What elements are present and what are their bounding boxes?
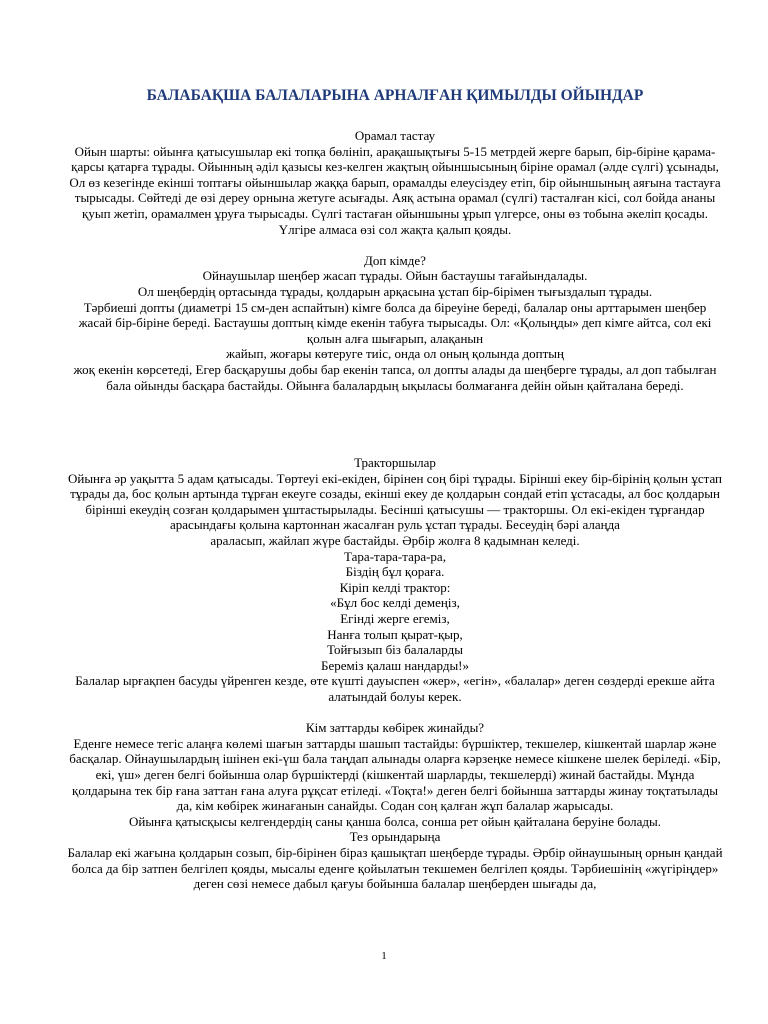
document-title: БАЛАБАҚША БАЛАЛАРЫНА АРНАЛҒАН ҚИМЫЛДЫ ОЙЫНДАР xyxy=(146,87,644,104)
section-body-tez: Балалар екі жағына қолдарын созып, бір-бірінен біраз қашықтап шеңберде тұрады. Әрбір ойнаушының орнын қандай болса да бір затпен белгілеп қояды, мысалы еденге қойылатын текшемен белгілеп қояды. Тәрбиешінің «жүгіріңдер» деген сөзі немесе дабыл қағуы бойынша балалар шеңберден шығады да, xyxy=(67,844,723,892)
section-heading-oramal: Орамал тастау xyxy=(354,128,436,143)
section-body2-kim: Ойынға қатысқысы келгендердің саны қанша болса, сонша рет ойын қайталана беруіне болады. xyxy=(128,813,662,829)
section-intro2-traktor: араласып, жайлап жүре бастайды. Әрбір жолға 8 қадымнан келеді. xyxy=(210,533,580,549)
poem-line: Береміз қалаш нандарды!» xyxy=(320,657,470,673)
section-body-kim: Еденге немесе тегіс алаңға көлемі шағын заттарды шашып тастайды: бүршіктер, текшелер, кішкентай шарлар және басқалар. Ойнаушылардың ішінен екі-үш бала таңдап алынады оларға кәрзеңке немесе кішкене шелек беріледі. «Бір, екі, үш» деген белгі бойынша олар бүршіктерді (кішкентай шарларды, текшелерді) жинай бастайды. Мұнда қолдарына тек бір ғана заттан ғана алуға рұқсат етіледі. «Тоқта!» деген белгі бойынша заттарды жинау тоқтатылады да, кім көбірек жинағанын санайды. Содан соң қалған жұп балалар жарысады. xyxy=(69,735,721,814)
poem-line: Нанға толып қырат-қыр, xyxy=(327,626,463,642)
poem-line: Егінді жерге егеміз, xyxy=(340,611,450,627)
document-page xyxy=(66,86,724,892)
section-heading-kim: Кім заттарды көбірек жинайды? xyxy=(305,720,485,736)
dop-line: Тәрбиеші допты (диаметрі 15 см-ден аспайтын) кімге болса да біреуіне береді, балалар оны арттарымен шеңбер жасай бір-біріне береді. Бастаушы доптың кімде екенін табуға тырысады. Ол: «Қолыңды» деп кімге айтса, сол екі қолын алға шығарып, алақанын xyxy=(78,299,712,346)
section-heading-tez: Тез орындарыңа xyxy=(349,829,441,845)
section-outro-traktor: Балалар ырғақпен басуды үйренген кезде, өте күшті дауыспен «жер», «егін», «балалар» деген сөздерді ерекше айта алатындай болуы керек. xyxy=(75,673,715,704)
section-heading-traktor: Тракторшылар xyxy=(354,455,436,471)
page-number: 1 xyxy=(381,950,387,962)
poem-line: Тойғызып біз балаларды xyxy=(327,642,463,658)
dop-line: жоқ екенін көрсетеді, Егер басқарушы добы бар екенін тапса, ол допты алады да шеңберге тұрады, ал доп табылған бала ойынды басқара бастайды. Ойынға балалардың ықыласы болмағанға дейін ойын қайталана береді. xyxy=(73,361,717,393)
section-heading-dop: Доп кімде? xyxy=(364,252,426,268)
traktor-poem xyxy=(66,549,724,674)
section-body-dop xyxy=(66,268,724,393)
poem-line: Кіріп келді трактор: xyxy=(339,579,451,595)
dop-line: Ол шеңбердің ортасында тұрады, қолдарын арқасына ұстап бір-бірімен тығыздалып тұрады. xyxy=(137,283,653,299)
dop-line: Ойнаушылар шеңбер жасап тұрады. Ойын бастаушы тағайындалады. xyxy=(202,268,588,284)
section-intro-traktor: Ойынға әр уақытта 5 адам қатысады. Төртеуі екі-екіден, бірінен соң бірі тұрады. Бірінші екеу бір-бірінің қолын ұстап тұрады да, бос қолын артында тұрған екеуге созады, екінші екеу де қолдарын сондай етіп ұстасады, ал бос қолдарын бірінші екеудің созған қолдарымен ұштастырылады. Бесінші қатысушы — тракторшы. Ол екі-екіден тұрғандар арасындағы қолына картоннан жасалған руль ұстап тұрады. Бесеудің бәрі алаңда xyxy=(67,470,723,533)
dop-line: жайып, жоғары көтеруге тиіс, онда ол оның қолында доптың xyxy=(226,346,564,362)
poem-line: Біздің бұл қораға. xyxy=(345,564,445,580)
poem-line: «Бұл бос келді демеңіз, xyxy=(330,595,460,611)
section-body-oramal: Ойын шарты: ойынға қатысушылар екі топқа бөлініп, арақашықтығы 5-15 метрдей жерге барып, бір-біріне қарама-қарсы қатарға тұрады. Ойынның әділ қазысы кез-келген жақтың ойыншысының біріне орамал (әлде сүлгі) ұсынады, Ол өз кезегінде екінші топтағы ойыншылар жаққа барып, орамалды елеусіздеу етіп, бір ойыншының аяғына тастауға тырысады. Сөйтеді де өзі дереу орнына жетуге асығады. Аяқ астына орамал (сүлгі) тасталған кісі, сол бойда ананы қуып жетіп, орамалмен ұруға тырысады. Сүлгі тастаған ойыншыны ұрып үлгерсе, оны өз тобына әкеліп қосады. Үлгіре алмаса өзі сол жақта қалып қояды. xyxy=(69,143,721,237)
poem-line: Тара-тара-тара-ра, xyxy=(344,548,446,564)
